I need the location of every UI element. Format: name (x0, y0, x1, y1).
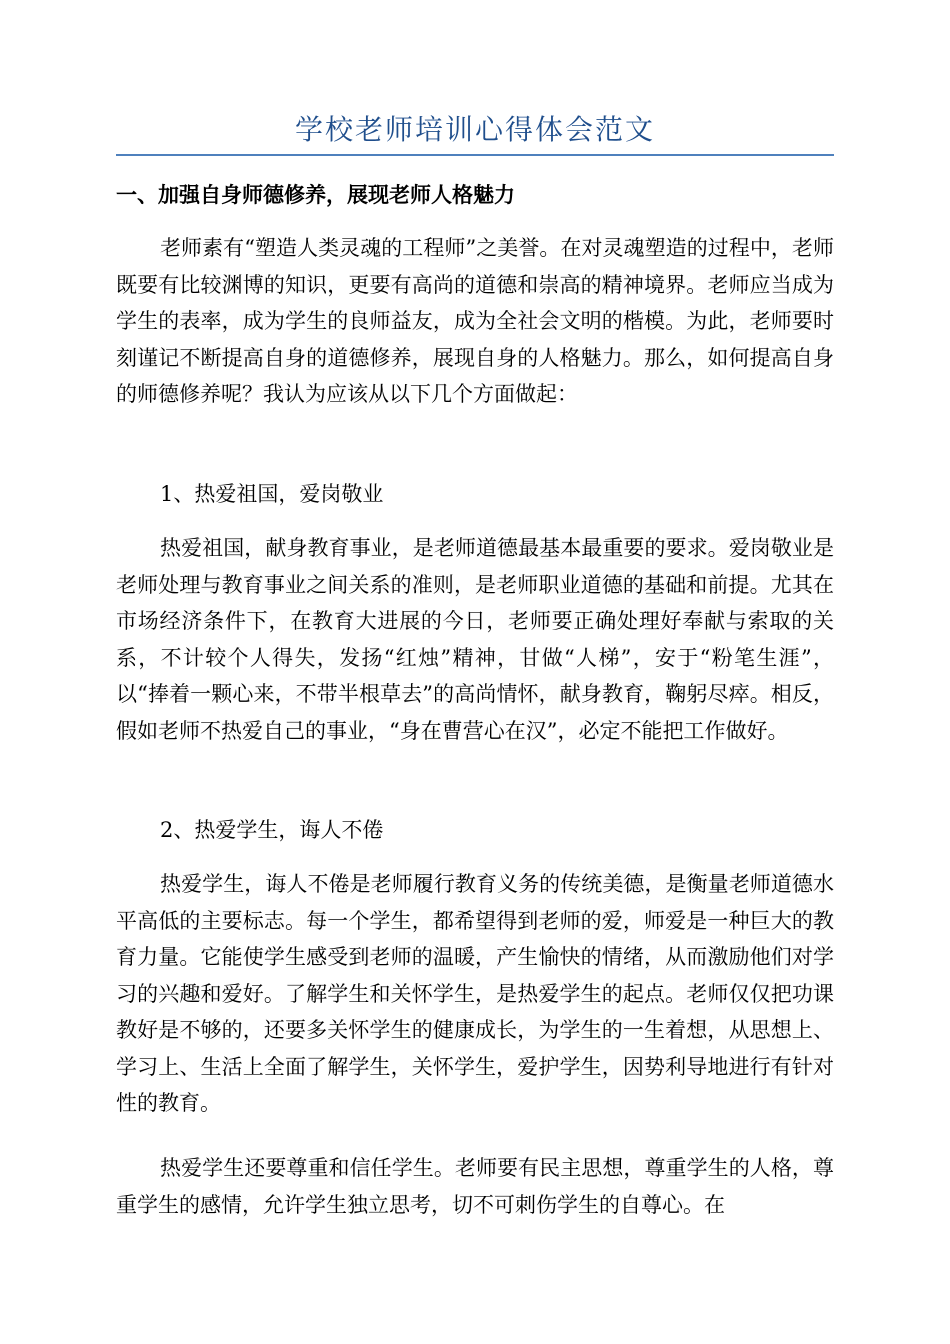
subheading-2: 2、热爱学生，诲人不倦 (160, 818, 384, 842)
paragraph-respect-students: 热爱学生还要尊重和信任学生。老师要有民主思想，尊重学生的人格，尊重学生的感情，允许学生独立思考，切不可刺伤学生的自尊心。在 (116, 1156, 834, 1217)
section-heading: 一、加强自身师德修养，展现老师人格魅力 (116, 183, 515, 207)
subheading-1: 1、热爱祖国，爱岗敬业 (160, 482, 384, 506)
title-underline (116, 154, 834, 156)
paragraph-intro: 老师素有“塑造人类灵魂的工程师”之美誉。在对灵魂塑造的过程中，老师既要有比较渊博的知识，更要有高尚的道德和崇高的精神境界。老师应当成为学生的表率，成为学生的良师益友，成为全社会文明的楷模。为此，老师要时刻谨记不断提高自身的道德修养，展现自身的人格魅力。那么，如何提高自身的师德修养呢？我认为应该从以下几个方面做起： (116, 236, 834, 406)
paragraph-patriotism: 热爱祖国，献身教育事业，是老师道德最基本最重要的要求。爱岗敬业是老师处理与教育事业之间关系的准则，是老师职业道德的基础和前提。尤其在市场经济条件下，在教育大进展的今日，老师要正确处理好奉献与索取的关系，不计较个人得失，发扬“红烛”精神，甘做“人梯”，安于“粉笔生涯”，以“捧着一颗心来，不带半根草去”的高尚情怀，献身教育，鞠躬尽瘁。相反，假如老师不热爱自己的事业，“身在曹营心在汉”，必定不能把工作做好。 (116, 536, 834, 743)
paragraph-love-students: 热爱学生，诲人不倦是老师履行教育义务的传统美德，是衡量老师道德水平高低的主要标志。每一个学生，都希望得到老师的爱，师爱是一种巨大的教育力量。它能使学生感受到老师的温暖，产生愉快的情绪，从而激励他们对学习的兴趣和爱好。了解学生和关怀学生，是热爱学生的起点。老师仅仅把功课教好是不够的，还要多关怀学生的健康成长，为学生的一生着想，从思想上、学习上、生活上全面了解学生，关怀学生，爱护学生，因势利导地进行有针对性的教育。 (116, 872, 834, 1115)
document-title: 学校老师培训心得体会范文 (294, 113, 655, 146)
